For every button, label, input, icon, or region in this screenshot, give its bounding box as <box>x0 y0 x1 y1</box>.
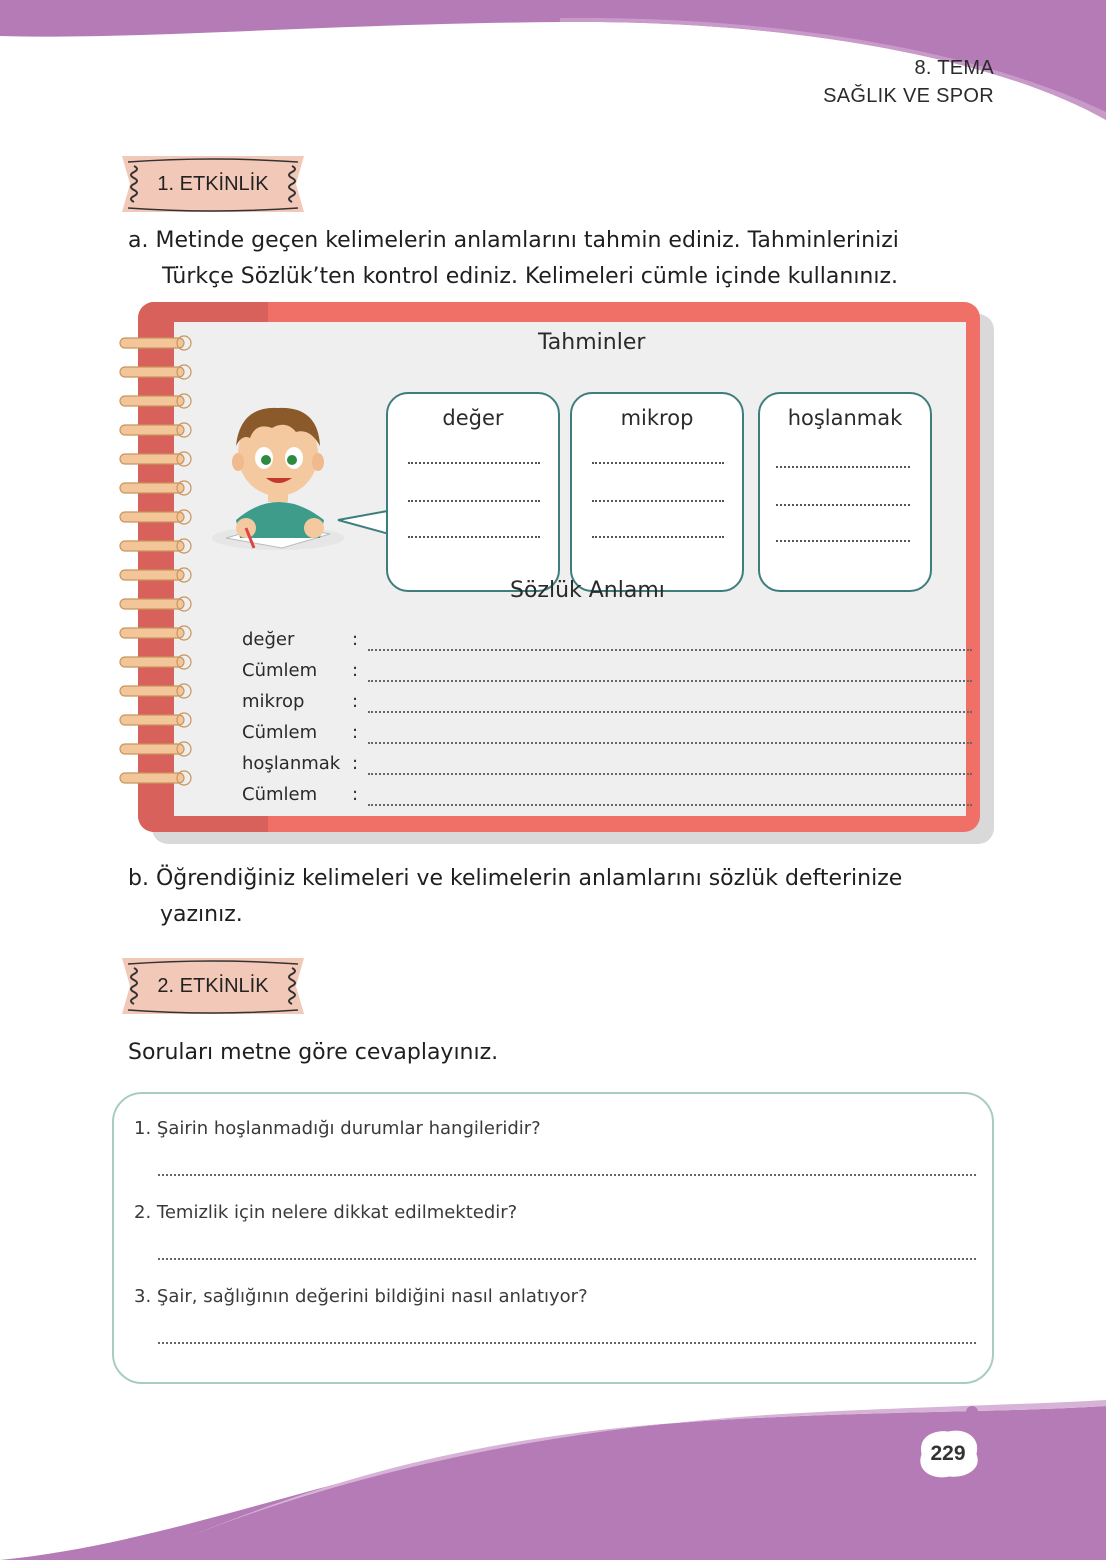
guesses-title: Tahminler <box>538 330 646 355</box>
theme-title: SAĞLIK VE SPOR <box>823 85 994 107</box>
definition-line[interactable] <box>368 711 972 713</box>
definition-row <box>242 722 982 752</box>
guess-card-deger <box>386 392 560 592</box>
guess-card-hoslanmak <box>758 392 932 592</box>
activity-1-label: 1. ETKİNLİK <box>157 172 269 195</box>
theme-number: 8. TEMA <box>914 57 994 79</box>
guess-card-mikrop <box>570 392 744 592</box>
definition-colon: : <box>352 660 359 681</box>
activity-1-badge <box>118 152 308 216</box>
guess-word-deger: değer <box>442 406 504 430</box>
guess-line <box>408 536 540 538</box>
instruction-a-line2: Türkçe Sözlük’ten kontrol ediniz. Kelimeleri cümle içinde kullanınız. <box>162 264 899 289</box>
definition-colon: : <box>352 722 359 743</box>
definition-colon: : <box>352 691 359 712</box>
definition-line[interactable] <box>368 773 972 775</box>
guess-line <box>592 462 724 464</box>
guess-word-hoslanmak: hoşlanmak <box>787 406 903 430</box>
definition-label: değer <box>242 629 295 650</box>
guess-line <box>592 500 724 502</box>
activity-2-badge <box>118 954 308 1018</box>
page-number: 229 <box>930 1442 966 1465</box>
definition-row <box>242 784 982 814</box>
guess-line <box>408 500 540 502</box>
guess-line <box>776 540 910 542</box>
definition-label: Cümlem <box>242 660 318 681</box>
definition-label: hoşlanmak <box>242 753 341 774</box>
definition-row <box>242 753 982 783</box>
definition-colon: : <box>352 753 359 774</box>
definition-line[interactable] <box>368 742 972 744</box>
answer-line-2[interactable] <box>158 1258 976 1260</box>
guess-line <box>408 462 540 464</box>
definition-row <box>242 660 982 690</box>
answer-line-1[interactable] <box>158 1174 976 1176</box>
question-3: 3. Şair, sağlığının değerini bildiğini nasıl anlatıyor? <box>134 1286 588 1307</box>
question-2: 2. Temizlik için nelere dikkat edilmektedir? <box>134 1202 518 1223</box>
guess-line <box>776 466 910 468</box>
definition-label: Cümlem <box>242 722 318 743</box>
question-1: 1. Şairin hoşlanmadığı durumlar hangileridir? <box>134 1118 541 1139</box>
activity-2-label: 2. ETKİNLİK <box>157 974 269 997</box>
instruction-a-line1: a. Metinde geçen kelimelerin anlamlarını tahmin ediniz. Tahminlerinizi <box>128 228 899 253</box>
guess-line <box>592 536 724 538</box>
instruction-activity-2: Soruları metne göre cevaplayınız. <box>128 1040 499 1065</box>
instruction-b-line2: yazınız. <box>160 902 243 927</box>
definition-colon: : <box>352 629 359 650</box>
definition-line[interactable] <box>368 649 972 651</box>
definition-line[interactable] <box>368 680 972 682</box>
answer-line-3[interactable] <box>158 1342 976 1344</box>
dictionary-title: Sözlük Anlamı <box>510 578 665 603</box>
theme-header <box>823 54 994 110</box>
questions-box <box>112 1092 994 1384</box>
guess-word-mikrop: mikrop <box>620 406 694 430</box>
guess-line <box>776 504 910 506</box>
spiral-binding-rings <box>118 332 198 802</box>
notebook-page <box>174 322 966 816</box>
definition-row <box>242 691 982 721</box>
definition-label: Cümlem <box>242 784 318 805</box>
definition-line[interactable] <box>368 804 972 806</box>
definition-label: mikrop <box>242 691 305 712</box>
definition-colon: : <box>352 784 359 805</box>
definition-row <box>242 629 982 659</box>
notebook-panel <box>138 302 980 832</box>
instruction-b-line1: b. Öğrendiğiniz kelimeleri ve kelimelerin anlamlarını sözlük defterinize <box>128 866 903 891</box>
